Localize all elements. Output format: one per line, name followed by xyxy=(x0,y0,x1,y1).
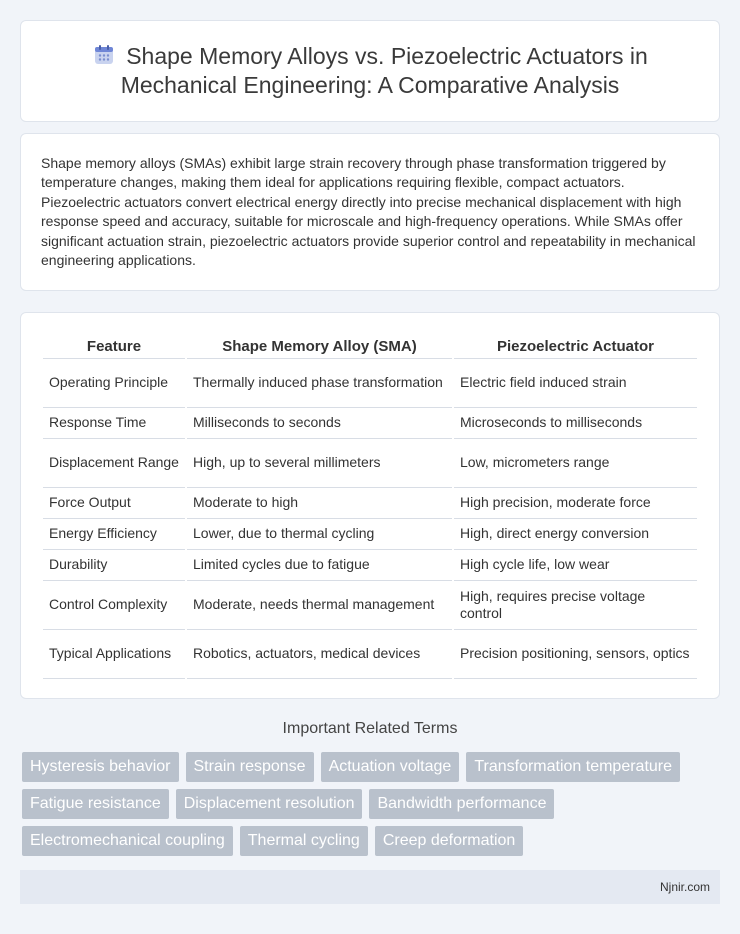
table-row xyxy=(43,439,697,488)
table-row xyxy=(43,550,697,581)
related-terms-list xyxy=(22,752,722,856)
table-cell-feature: Energy Efficiency xyxy=(43,519,185,550)
related-term-tag[interactable]: Displacement resolution xyxy=(176,789,363,819)
related-terms-heading: Important Related Terms xyxy=(282,720,458,737)
table-cell-piezo: Electric field induced strain xyxy=(454,359,697,408)
table-cell-sma: Thermally induced phase transformation xyxy=(187,359,452,408)
related-term-tag[interactable]: Strain response xyxy=(186,752,314,782)
title-card xyxy=(20,20,720,122)
related-term-tag[interactable]: Electromechanical coupling xyxy=(22,826,233,856)
table-cell-sma: Moderate to high xyxy=(187,488,452,519)
intro-paragraph: Shape memory alloys (SMAs) exhibit large strain recovery through phase transformation triggered by temperature changes, making them ideal for applications requiring flexible, compact actuators. Piezoelectric actuators convert electrical energy directly into precise mechanical displacement with high response speed and accuracy, suitable for microscale and high-frequency operations. While SMAs offer significant actuation strain, piezoelectric actuators provide superior control and repeatability in mechanical engineering applications. xyxy=(41,155,696,269)
table-cell-sma: Lower, due to thermal cycling xyxy=(187,519,452,550)
header-piezo: Piezoelectric Actuator xyxy=(454,331,697,359)
table-header-row xyxy=(43,331,697,359)
table-cell-piezo: Precision positioning, sensors, optics xyxy=(454,630,697,679)
table-cell-piezo: Low, micrometers range xyxy=(454,439,697,488)
page-title-text: Shape Memory Alloys vs. Piezoelectric Actuators in Mechanical Engineering: A Comparative Analysis xyxy=(120,43,648,98)
related-term-tag[interactable]: Bandwidth performance xyxy=(369,789,554,819)
comparison-table-card xyxy=(20,312,720,699)
related-term-tag[interactable]: Thermal cycling xyxy=(240,826,368,856)
table-cell-piezo: High, direct energy conversion xyxy=(454,519,697,550)
table-cell-feature: Force Output xyxy=(43,488,185,519)
calendar-icon xyxy=(92,43,116,67)
table-cell-feature: Control Complexity xyxy=(43,581,185,630)
table-cell-feature: Durability xyxy=(43,550,185,581)
table-cell-piezo: High, requires precise voltage control xyxy=(454,581,697,630)
related-term-tag[interactable]: Creep deformation xyxy=(375,826,524,856)
header-sma: Shape Memory Alloy (SMA) xyxy=(187,331,452,359)
footer xyxy=(20,870,720,904)
table-cell-feature: Operating Principle xyxy=(43,359,185,408)
table-cell-feature: Displacement Range xyxy=(43,439,185,488)
table-row xyxy=(43,408,697,439)
table-cell-piezo: Microseconds to milliseconds xyxy=(454,408,697,439)
table-cell-sma: High, up to several millimeters xyxy=(187,439,452,488)
table-cell-sma: Limited cycles due to fatigue xyxy=(187,550,452,581)
header-feature: Feature xyxy=(43,331,185,359)
table-row xyxy=(43,630,697,679)
table-cell-sma: Milliseconds to seconds xyxy=(187,408,452,439)
related-term-tag[interactable]: Hysteresis behavior xyxy=(22,752,179,782)
table-cell-piezo: High cycle life, low wear xyxy=(454,550,697,581)
page-title xyxy=(21,42,719,100)
table-cell-sma: Moderate, needs thermal management xyxy=(187,581,452,630)
related-term-tag[interactable]: Fatigue resistance xyxy=(22,789,169,819)
table-cell-feature: Response Time xyxy=(43,408,185,439)
table-row xyxy=(43,488,697,519)
table-cell-piezo: High precision, moderate force xyxy=(454,488,697,519)
related-term-tag[interactable]: Transformation temperature xyxy=(466,752,680,782)
table-row xyxy=(43,519,697,550)
comparison-table xyxy=(41,331,699,679)
table-row xyxy=(43,359,697,408)
related-term-tag[interactable]: Actuation voltage xyxy=(321,752,460,782)
intro-card xyxy=(20,133,720,291)
footer-site-link[interactable]: Njnir.com xyxy=(659,880,710,894)
table-cell-sma: Robotics, actuators, medical devices xyxy=(187,630,452,679)
table-row xyxy=(43,581,697,630)
table-cell-feature: Typical Applications xyxy=(43,630,185,679)
